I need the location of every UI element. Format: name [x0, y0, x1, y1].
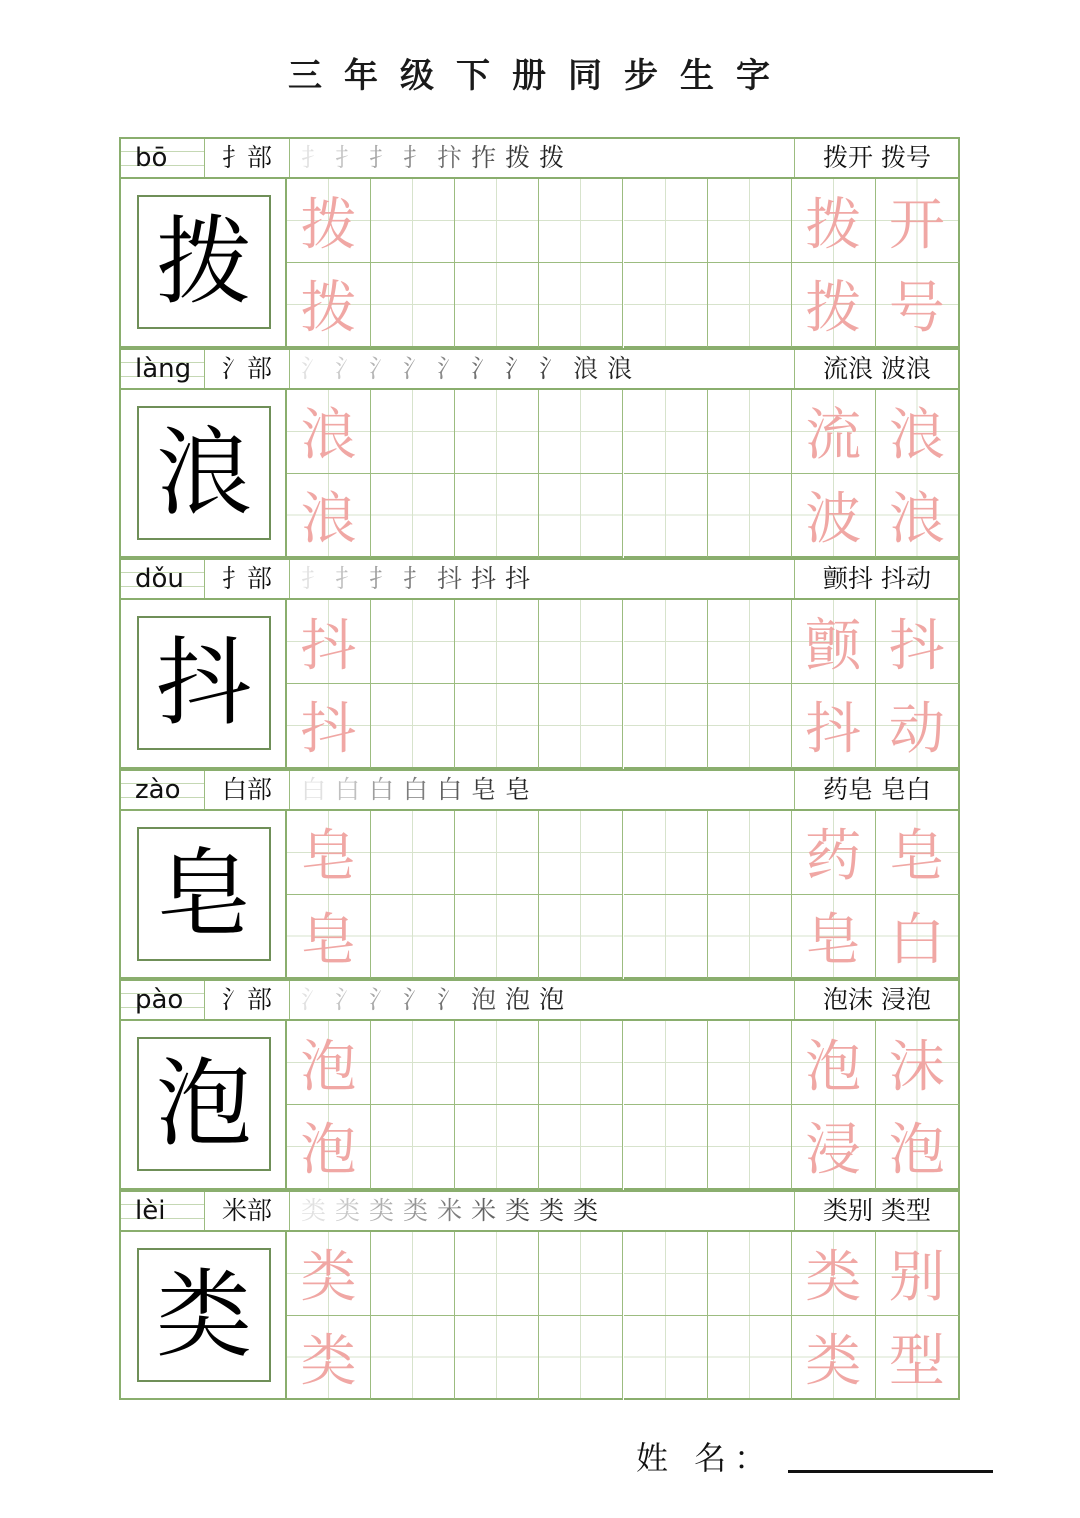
stroke-step: 扌	[301, 143, 327, 172]
word-trace-cell: 型	[876, 1316, 960, 1400]
writing-cell[interactable]	[455, 263, 539, 347]
writing-cell[interactable]	[624, 600, 708, 684]
pinyin: làng	[121, 350, 205, 388]
writing-cell[interactable]	[455, 390, 539, 474]
writing-cell[interactable]	[708, 1105, 792, 1189]
vocabulary-words: 泡沫 浸泡	[794, 981, 959, 1019]
character-block	[119, 1190, 960, 1401]
stroke-order	[301, 1192, 598, 1230]
stroke-step: 氵	[369, 985, 395, 1014]
name-input-line[interactable]	[788, 1440, 993, 1473]
writing-cell[interactable]	[371, 895, 455, 979]
vocabulary-words: 药皂 皂白	[794, 771, 959, 809]
character-block	[119, 769, 960, 980]
writing-cell[interactable]	[371, 1232, 455, 1316]
stroke-step: 类	[369, 1195, 395, 1225]
trace-cell: 类	[287, 1232, 371, 1316]
pinyin: bō	[121, 139, 205, 177]
word-trace-cell: 抖	[876, 600, 960, 684]
stroke-step: 氵	[335, 353, 361, 383]
trace-cell: 类	[287, 1316, 371, 1400]
writing-cell[interactable]	[708, 895, 792, 979]
block-header	[119, 769, 960, 811]
word-trace-cell: 皂	[876, 811, 960, 895]
writing-cell[interactable]	[539, 474, 623, 558]
stroke-step: 氵	[471, 353, 497, 383]
stroke-step: 浪	[607, 353, 633, 383]
pinyin: pào	[121, 981, 205, 1019]
writing-cell[interactable]	[708, 684, 792, 768]
word-trace-cell: 皂	[792, 895, 876, 979]
radical: 米部	[205, 1192, 290, 1230]
stroke-step: 类	[301, 1195, 327, 1225]
stroke-step: 类	[505, 1195, 531, 1225]
stroke-step: 泡	[471, 985, 497, 1014]
radical: 氵部	[205, 350, 290, 388]
word-trace-cell: 波	[792, 474, 876, 558]
writing-grid	[287, 811, 960, 980]
stroke-step: 氵	[335, 985, 361, 1014]
writing-cell[interactable]	[539, 179, 623, 263]
writing-cell[interactable]	[624, 811, 708, 895]
stroke-step: 白	[335, 774, 361, 804]
practice-sheet	[119, 137, 960, 1400]
word-trace-cell: 别	[876, 1232, 960, 1316]
writing-cell[interactable]	[455, 895, 539, 979]
name-label: 姓 名：	[636, 1439, 775, 1477]
trace-cell: 抖	[287, 600, 371, 684]
writing-cell[interactable]	[455, 600, 539, 684]
writing-cell[interactable]	[539, 811, 623, 895]
stroke-step: 氵	[301, 353, 327, 383]
writing-cell[interactable]	[371, 179, 455, 263]
stroke-step: 拨	[505, 143, 531, 172]
word-trace-cell: 类	[792, 1232, 876, 1316]
stroke-step: 类	[335, 1195, 361, 1225]
model-character-box	[119, 600, 287, 769]
writing-grid	[287, 390, 960, 559]
writing-cell[interactable]	[455, 1105, 539, 1189]
stroke-step: 皂	[471, 774, 497, 804]
model-character: 皂	[137, 827, 271, 961]
stroke-step: 扌	[335, 564, 361, 593]
writing-cell[interactable]	[455, 811, 539, 895]
writing-cell[interactable]	[539, 895, 623, 979]
model-character: 拨	[137, 195, 271, 329]
page-title: 三年级下册同步生字	[288, 56, 792, 96]
writing-cell[interactable]	[708, 811, 792, 895]
stroke-step: 拨	[539, 143, 565, 172]
stroke-step: 扌	[335, 143, 361, 172]
model-character: 抖	[137, 616, 271, 750]
writing-grid	[287, 1021, 960, 1190]
stroke-order	[301, 350, 632, 388]
word-trace-cell: 号	[876, 263, 960, 347]
writing-cell[interactable]	[371, 474, 455, 558]
block-header	[119, 348, 960, 390]
trace-cell: 浪	[287, 474, 371, 558]
writing-cell[interactable]	[455, 1021, 539, 1105]
stroke-step: 氵	[437, 985, 463, 1014]
writing-cell[interactable]	[708, 1021, 792, 1105]
stroke-step: 泡	[505, 985, 531, 1014]
stroke-step: 抖	[505, 564, 531, 593]
trace-cell: 拨	[287, 179, 371, 263]
word-trace-cell: 拨	[792, 179, 876, 263]
radical: 氵部	[205, 981, 290, 1019]
writing-cell[interactable]	[371, 684, 455, 768]
writing-cell[interactable]	[539, 1316, 623, 1400]
writing-cell[interactable]	[455, 1232, 539, 1316]
pinyin: lèi	[121, 1192, 205, 1230]
writing-cell[interactable]	[539, 263, 623, 347]
trace-cell: 皂	[287, 811, 371, 895]
stroke-step: 氵	[369, 353, 395, 383]
word-trace-cell: 沫	[876, 1021, 960, 1105]
word-trace-cell: 流	[792, 390, 876, 474]
stroke-step: 类	[539, 1195, 565, 1225]
writing-cell[interactable]	[539, 600, 623, 684]
writing-cell[interactable]	[539, 1105, 623, 1189]
vocabulary-words: 拨开 拨号	[794, 139, 959, 177]
writing-cell[interactable]	[455, 684, 539, 768]
stroke-step: 白	[403, 774, 429, 804]
word-trace-cell: 开	[876, 179, 960, 263]
pinyin: zào	[121, 771, 205, 809]
trace-cell: 泡	[287, 1021, 371, 1105]
stroke-step: 氵	[403, 353, 429, 383]
word-trace-cell: 泡	[792, 1021, 876, 1105]
block-header	[119, 1190, 960, 1232]
pinyin: dǒu	[121, 560, 205, 598]
character-block	[119, 558, 960, 769]
stroke-step: 类	[573, 1195, 599, 1225]
stroke-step: 白	[437, 774, 463, 804]
writing-cell[interactable]	[371, 1021, 455, 1105]
writing-grid	[287, 1232, 960, 1401]
word-trace-cell: 白	[876, 895, 960, 979]
model-character: 类	[137, 1248, 271, 1382]
word-trace-cell: 泡	[876, 1105, 960, 1189]
stroke-step: 泡	[539, 985, 565, 1014]
writing-cell[interactable]	[539, 390, 623, 474]
writing-cell[interactable]	[455, 474, 539, 558]
radical: 白部	[205, 771, 290, 809]
stroke-step: 皂	[505, 774, 531, 804]
word-trace-cell: 动	[876, 684, 960, 768]
word-trace-cell: 药	[792, 811, 876, 895]
writing-cell[interactable]	[708, 474, 792, 558]
radical: 扌部	[205, 560, 290, 598]
writing-cell[interactable]	[624, 1105, 708, 1189]
writing-cell[interactable]	[455, 179, 539, 263]
stroke-step: 抖	[471, 564, 497, 593]
writing-cell[interactable]	[624, 263, 708, 347]
character-block	[119, 348, 960, 559]
writing-cell[interactable]	[708, 390, 792, 474]
writing-cell[interactable]	[708, 179, 792, 263]
stroke-step: 米	[471, 1195, 497, 1225]
character-block	[119, 979, 960, 1190]
word-trace-cell: 浪	[876, 474, 960, 558]
block-header	[119, 137, 960, 179]
writing-cell[interactable]	[708, 1316, 792, 1400]
stroke-order	[301, 139, 564, 177]
stroke-order	[301, 981, 564, 1019]
word-trace-cell: 拨	[792, 263, 876, 347]
block-header	[119, 558, 960, 600]
model-character-box	[119, 811, 287, 980]
stroke-step: 白	[301, 774, 327, 804]
word-trace-cell: 类	[792, 1316, 876, 1400]
writing-cell[interactable]	[708, 1232, 792, 1316]
stroke-step: 氵	[403, 985, 429, 1014]
writing-cell[interactable]	[539, 684, 623, 768]
stroke-step: 扌	[369, 143, 395, 172]
stroke-step: 扌	[403, 564, 429, 593]
writing-cell[interactable]	[624, 1232, 708, 1316]
word-trace-cell: 抖	[792, 684, 876, 768]
vocabulary-words: 颤抖 抖动	[794, 560, 959, 598]
writing-cell[interactable]	[371, 600, 455, 684]
block-header	[119, 979, 960, 1021]
word-trace-cell: 颤	[792, 600, 876, 684]
stroke-step: 米	[437, 1195, 463, 1225]
model-character-box	[119, 179, 287, 348]
stroke-step: 拃	[471, 143, 497, 172]
stroke-step: 氵	[301, 985, 327, 1014]
stroke-step: 抖	[437, 564, 463, 593]
writing-cell[interactable]	[455, 1316, 539, 1400]
writing-cell[interactable]	[624, 179, 708, 263]
model-character-box	[119, 390, 287, 559]
writing-cell[interactable]	[539, 1021, 623, 1105]
trace-cell: 泡	[287, 1105, 371, 1189]
character-block	[119, 137, 960, 348]
model-character-box	[119, 1232, 287, 1401]
writing-cell[interactable]	[708, 600, 792, 684]
model-character: 浪	[137, 406, 271, 540]
writing-cell[interactable]	[371, 1105, 455, 1189]
word-trace-cell: 浪	[876, 390, 960, 474]
stroke-step: 类	[403, 1195, 429, 1225]
model-character: 泡	[137, 1037, 271, 1171]
word-trace-cell: 浸	[792, 1105, 876, 1189]
stroke-step: 扌	[369, 564, 395, 593]
radical: 扌部	[205, 139, 290, 177]
stroke-step: 白	[369, 774, 395, 804]
trace-cell: 抖	[287, 684, 371, 768]
stroke-order	[301, 771, 530, 809]
trace-cell: 皂	[287, 895, 371, 979]
stroke-step: 扌	[301, 564, 327, 593]
stroke-order	[301, 560, 530, 598]
writing-grid	[287, 600, 960, 769]
writing-cell[interactable]	[624, 474, 708, 558]
stroke-step: 氵	[539, 353, 565, 383]
writing-cell[interactable]	[624, 1021, 708, 1105]
stroke-step: 抃	[437, 143, 463, 172]
writing-cell[interactable]	[624, 684, 708, 768]
writing-cell[interactable]	[539, 1232, 623, 1316]
writing-cell[interactable]	[624, 390, 708, 474]
vocabulary-words: 类别 类型	[794, 1192, 959, 1230]
writing-cell[interactable]	[624, 1316, 708, 1400]
writing-grid	[287, 179, 960, 348]
vocabulary-words: 流浪 波浪	[794, 350, 959, 388]
writing-cell[interactable]	[371, 390, 455, 474]
trace-cell: 拨	[287, 263, 371, 347]
writing-cell[interactable]	[371, 811, 455, 895]
writing-cell[interactable]	[371, 263, 455, 347]
writing-cell[interactable]	[371, 1316, 455, 1400]
writing-cell[interactable]	[708, 263, 792, 347]
stroke-step: 氵	[505, 353, 531, 383]
writing-cell[interactable]	[624, 895, 708, 979]
stroke-step: 氵	[437, 353, 463, 383]
stroke-step: 扌	[403, 143, 429, 172]
trace-cell: 浪	[287, 390, 371, 474]
name-field	[636, 1432, 993, 1480]
stroke-step: 浪	[573, 353, 599, 383]
model-character-box	[119, 1021, 287, 1190]
